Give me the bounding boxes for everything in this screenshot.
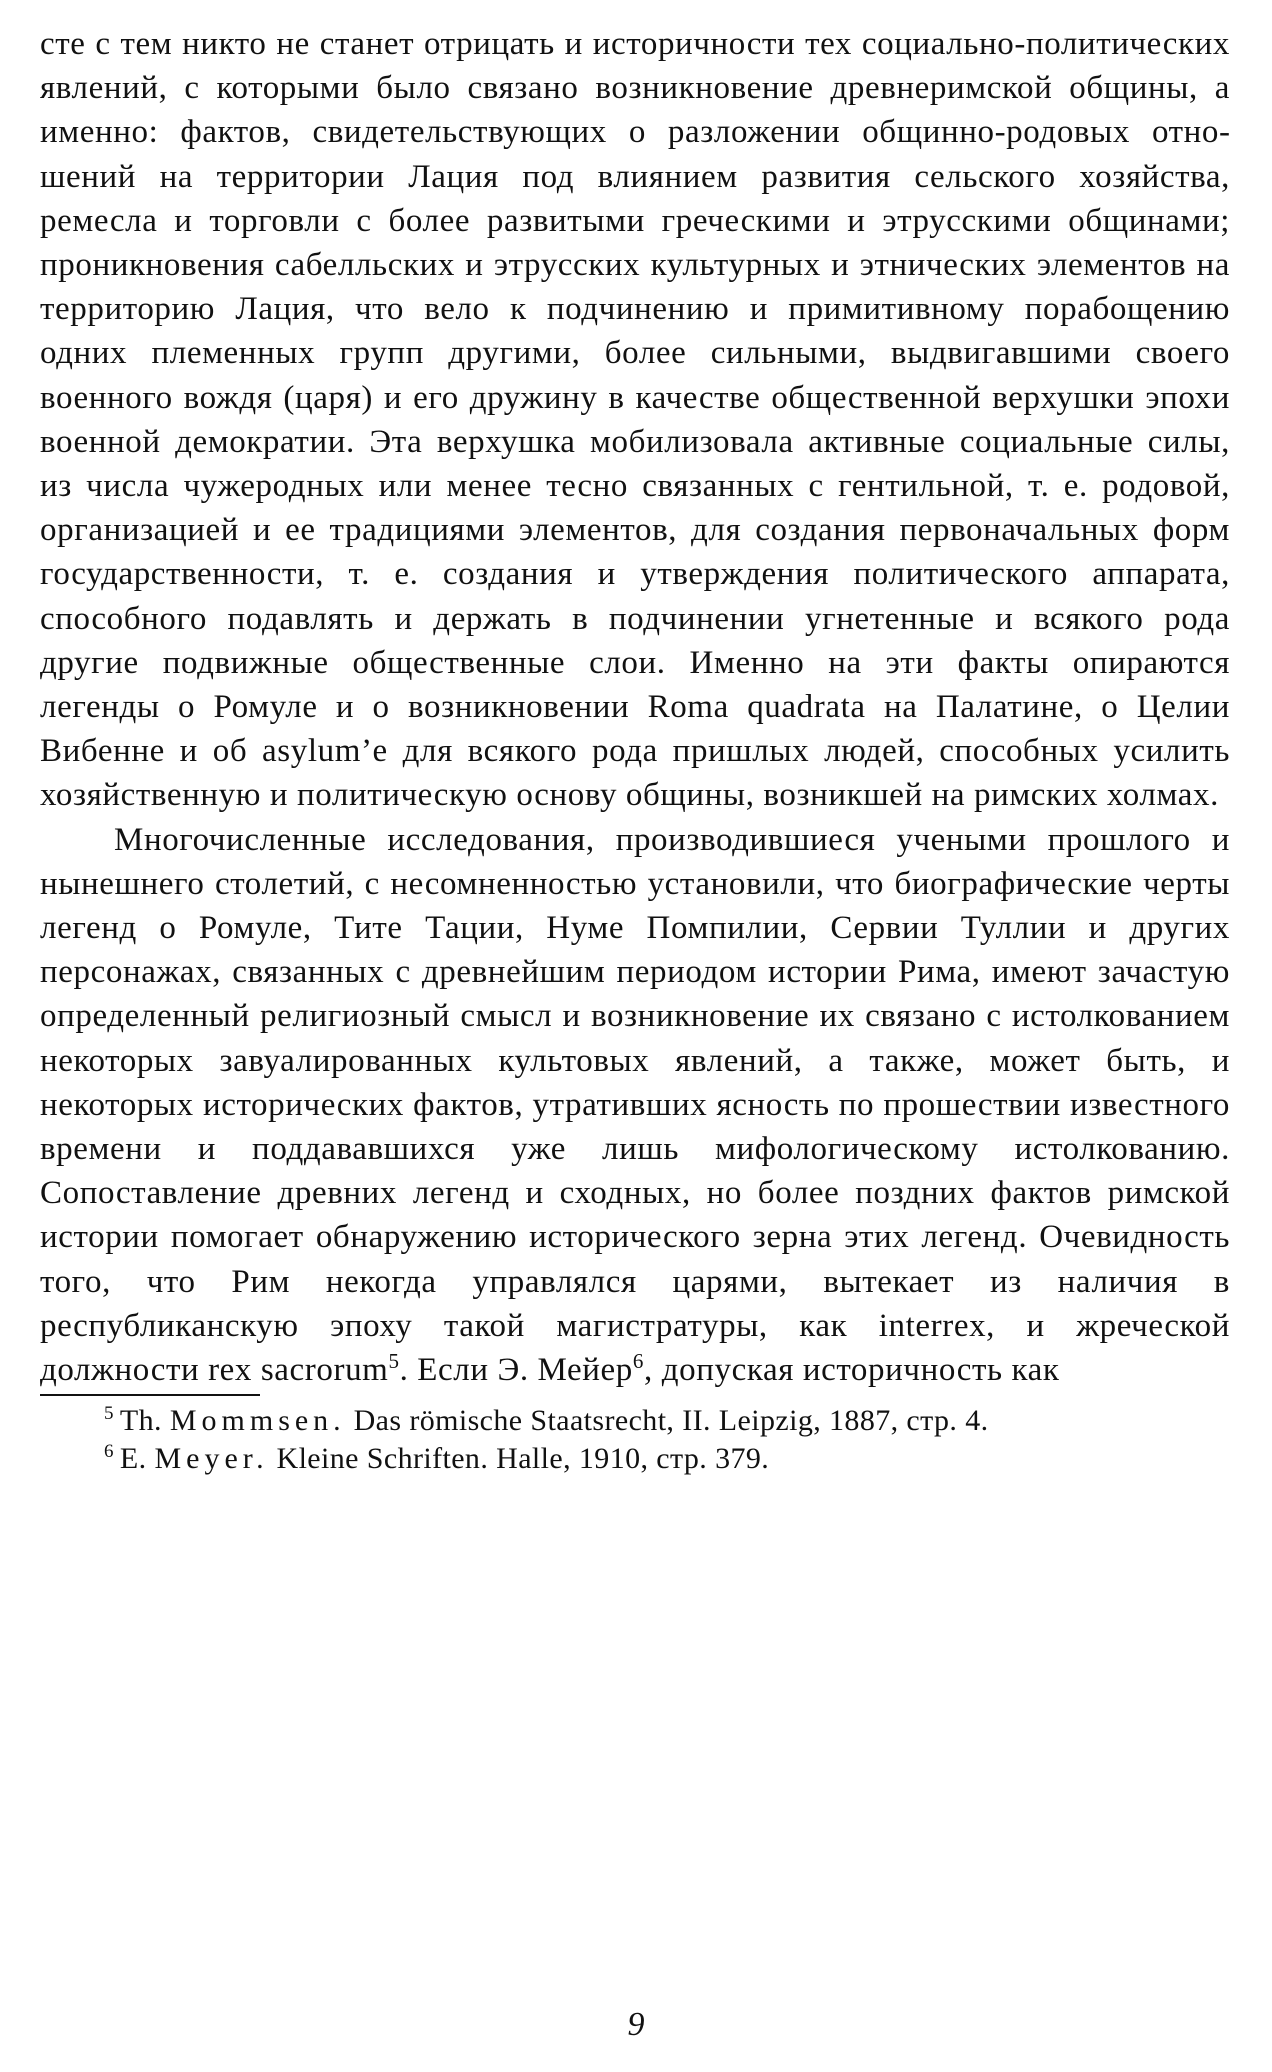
- footnote-ref-5[interactable]: 5: [388, 1349, 400, 1374]
- paragraph-2-text-middle: . Если Э. Мейер: [399, 1352, 633, 1389]
- footnote-divider: [40, 1394, 260, 1396]
- footnote-6-author: Meyer.: [154, 1442, 269, 1476]
- footnote-5-mark: 5: [104, 1403, 114, 1425]
- paragraph-2: [40, 818, 1230, 1393]
- footnote-5-author: Mommsen.: [169, 1404, 346, 1438]
- paragraph-2-text-end: , допуская историчность как: [644, 1352, 1060, 1389]
- page-number: 9: [627, 2006, 645, 2043]
- footnote-5-text: Das römische Staatsrecht, II. Leipzig, 1887, стр. 4.: [353, 1404, 989, 1438]
- footnote-6-text: Kleine Schriften. Halle, 1910, стр. 379.: [276, 1442, 770, 1476]
- footnote-ref-6[interactable]: 6: [632, 1349, 645, 1374]
- footnote-6: [40, 1440, 1230, 1478]
- footnote-6-author-initial: E.: [119, 1442, 147, 1476]
- paragraph-2-text: Многочисленные исследования, производившиеся учеными прошлого и нынешнего столетий, с несомненностью установили, что биографические черты легенд о Ромуле, Тите Тации, Нуме Помпилии, Сервии Туллии и других персонажах, связанных с древнейшим периодом истории Рима, имеют зачастую определенный религиозный смысл и возникновение их связано с истолкованием некоторых завуалированных культовых явлений, а также, может быть, и некоторых исторических фактов, утративших ясность по прошествии известного времени и поддававшихся уже лишь мифологическому истолкованию. Сопоставление древних легенд и сходных, но более поздних фактов римской истории помогает обнаружению исторического зерна этих легенд. Очевидность того, что Рим некогда управлялся царями, вытекает из наличия в республиканскую эпоху такой магистратуры, как interrex, и жреческой должности rex sacrorum: [40, 821, 1230, 1389]
- footnote-6-mark: 6: [104, 1441, 114, 1463]
- page-body: [40, 22, 1230, 1478]
- footnote-5-author-initial: Th.: [119, 1404, 162, 1438]
- footnote-5: [40, 1402, 1230, 1440]
- paragraph-1: сте с тем никто не станет отрицать и историчности тех социально-политических явлений, с которыми было связано возникновение древнеримской общины, а именно: фактов, свидетельствующих о разложении общинно-родовых отношений на территории Лация под влиянием развития сельского хозяйства, ремесла и торговли с более развитыми греческими и этрусскими общинами; проникновения сабелльских и этрусских культурных и этнических элементов на территорию Лация, что вело к подчинению и примитивному порабощению одних племенных групп другими, более сильными, выдвигавшими своего военного вождя (царя) и его дружину в качестве общественной верхушки эпохи военной демократии. Эта верхушка мобилизовала активные социальные силы, из числа чужеродных или менее тесно связанных с гентильной, т. е. родовой, организацией и ее традициями элементов, для создания первоначальных форм государственности, т. е. создания и утверждения политического аппарата, способного подавлять и держать в подчинении угнетенные и всякого рода другие подвижные общественные слои. Именно на эти факты опираются легенды о Ромуле и о возникновении Roma quadrata на Палатине, о Целии Вибенне и об asylum’е для всякого рода пришлых людей, способных усилить хозяйственную и политическую основу общины, возникшей на римских холмах.: [40, 26, 1230, 814]
